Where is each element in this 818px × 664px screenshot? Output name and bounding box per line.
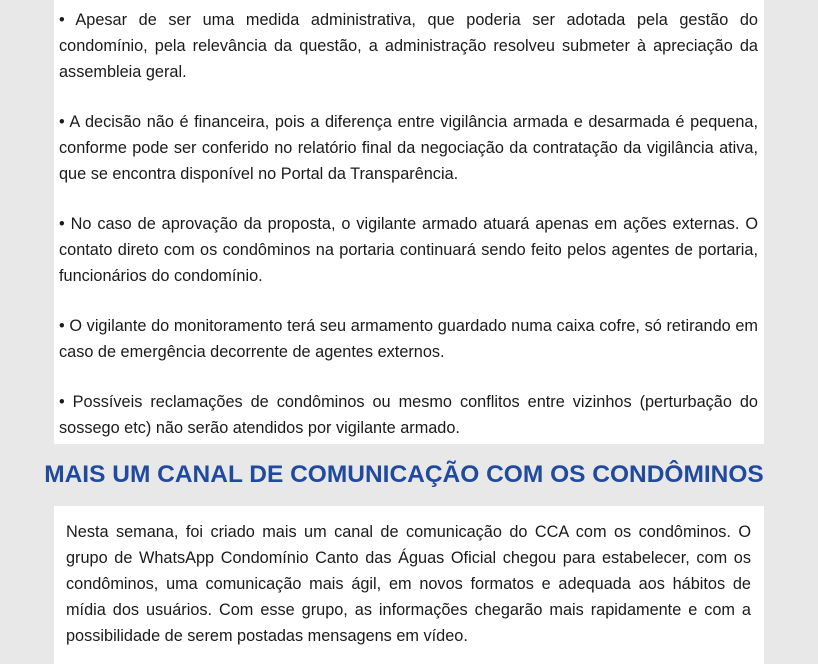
section-heading: MAIS UM CANAL DE COMUNICAÇÃO COM OS CONDÔMINOS xyxy=(44,461,764,488)
bullet-paragraph-3: • No caso de aprovação da proposta, o vigilante armado atuará apenas em ações externas. O contato direto com os condôminos na portaria continuará sendo feito pelos agentes de portaria, funcionários do condomínio. xyxy=(59,215,758,285)
bullet-paragraph-5: • Possíveis reclamações de condôminos ou mesmo conflitos entre vizinhos (perturbação do sossego etc) não serão atendidos por vigilante armado. xyxy=(59,393,758,437)
section-panel xyxy=(54,506,764,664)
section-body-paragraph: Nesta semana, foi criado mais um canal de comunicação do CCA com os condôminos. O grupo de WhatsApp Condomínio Canto das Águas Oficial chegou para estabelecer, com os condôminos, uma comunicação mais ágil, em novos formatos e adequada aos hábitos de mídia dos usuários. Com esse grupo, as informações chegarão mais rapidamente e com a possibilidade de serem postadas mensagens em vídeo. xyxy=(66,523,751,645)
bullet-paragraph-2: • A decisão não é financeira, pois a diferença entre vigilância armada e desarmada é pequena, conforme pode ser conferido no relatório final da negociação da contratação da vigilância ativa, que se encontra disponível no Portal da Transparência. xyxy=(59,113,758,183)
bullet-paragraph-4: • O vigilante do monitoramento terá seu armamento guardado numa caixa cofre, só retirando em caso de emergência decorrente de agentes externos. xyxy=(59,317,758,361)
article-panel xyxy=(54,0,764,444)
bullet-paragraph-1: • Apesar de ser uma medida administrativa, que poderia ser adotada pela gestão do condomínio, pela relevância da questão, a administração resolveu submeter à apreciação da assembleia geral. xyxy=(59,11,758,81)
